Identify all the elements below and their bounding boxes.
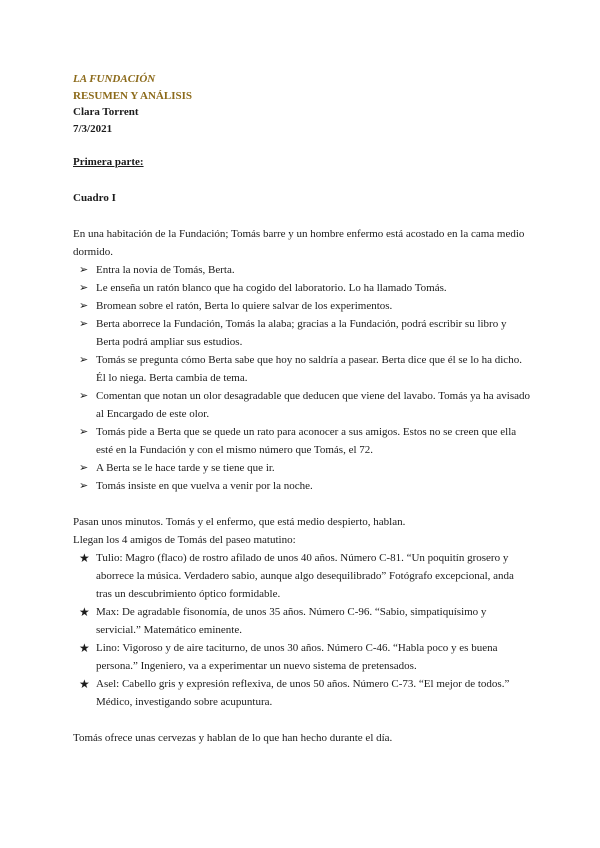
paragraph-line: Pasan unos minutos. Tomás y el enfermo, que está medio despierto, hablan.	[73, 516, 406, 528]
list-item-text: Le enseña un ratón blanco que ha cogido del laboratorio. Lo ha llamado Tomás.	[96, 282, 447, 294]
list-item	[73, 261, 530, 279]
list-item-text: Berta aborrece la Fundación, Tomás la alaba; gracias a la Fundación, podrá escribir su libro y Berta podrá ampliar sus estudios.	[96, 318, 507, 348]
list-item	[73, 459, 530, 477]
star-bullet-icon: ★	[79, 605, 90, 619]
closing-paragraph: Tomás ofrece unas cervezas y hablan de lo que han hecho durante el día.	[73, 732, 393, 744]
author-name: Clara Torrent	[73, 106, 139, 118]
list-item-text: Max: De agradable fisonomía, de unos 35 años. Número C-96. “Sabio, simpatiquísimo y servicial.” Matemático eminente.	[96, 606, 487, 636]
list-item-text: Tomás se pregunta cómo Berta sabe que hoy no saldría a pasear. Berta dice que él se lo ha dicho. Él lo niega. Berta cambia de tema.	[96, 354, 522, 384]
document-header	[73, 71, 530, 137]
star-bullet-icon: ★	[79, 677, 90, 691]
paragraph-line: Llegan los 4 amigos de Tomás del paseo matutino:	[73, 534, 296, 546]
list-item	[73, 477, 530, 495]
list-item-text: Tulio: Magro (flaco) de rostro afilado de unos 40 años. Número C-81. “Un poquitín grosero y aborrece la música. Verdadero sabio, aunque algo desequilibrado” Fotógrafo excepcional, anda tras un descubrimiento óptico formidable.	[96, 552, 514, 600]
document-date: 7/3/2021	[73, 122, 113, 135]
list-item	[73, 603, 530, 639]
list-item-text: Tomás insiste en que vuelva a venir por la noche.	[96, 480, 313, 492]
arrow-bullet-icon: ➢	[79, 353, 89, 366]
subsection-title: Cuadro I	[73, 192, 116, 204]
intro-paragraph: En una habitación de la Fundación; Tomás barre y un hombre enfermo está acostado en la cama medio dormido.	[73, 228, 525, 258]
arrow-bullet-icon: ➢	[79, 317, 89, 330]
list-item	[73, 549, 530, 603]
list-item-text: Bromean sobre el ratón, Berta lo quiere salvar de los experimentos.	[96, 300, 393, 312]
arrow-bullet-icon: ➢	[79, 299, 89, 312]
list-item	[73, 423, 530, 459]
star-list	[73, 549, 530, 711]
list-item	[73, 639, 530, 675]
list-item	[73, 351, 530, 387]
arrow-bullet-icon: ➢	[79, 263, 89, 276]
section-title: Primera parte:	[73, 156, 144, 168]
list-item	[73, 675, 530, 711]
arrow-list	[73, 261, 530, 495]
arrow-bullet-icon: ➢	[79, 461, 89, 474]
list-item	[73, 279, 530, 297]
list-item	[73, 297, 530, 315]
document-subtitle: RESUMEN Y ANÁLISIS	[73, 89, 192, 102]
list-item	[73, 315, 530, 351]
list-item-text: Comentan que notan un olor desagradable que deducen que viene del lavabo. Tomás ya ha avisado al Encargado de este olor.	[96, 390, 530, 420]
star-bullet-icon: ★	[79, 641, 90, 655]
arrow-bullet-icon: ➢	[79, 389, 89, 402]
list-item-text: Lino: Vigoroso y de aire taciturno, de unos 30 años. Número C-46. “Habla poco y es buena persona.” Ingeniero, va a experimentar un nuevo sistema de pretensados.	[96, 642, 498, 672]
list-item-text: Entra la novia de Tomás, Berta.	[96, 264, 235, 276]
list-item-text: Tomás pide a Berta que se quede un rato para aconocer a sus amigos. Estos no se creen que ella esté en la Fundación y con el mismo número que Tomás, el 72.	[96, 426, 517, 456]
list-item	[73, 387, 530, 423]
arrow-bullet-icon: ➢	[79, 425, 89, 438]
document-title: LA FUNDACIÓN	[73, 73, 156, 85]
list-item-text: A Berta se le hace tarde y se tiene que ir.	[96, 462, 275, 474]
arrow-bullet-icon: ➢	[79, 281, 89, 294]
list-item-text: Asel: Cabello gris y expresión reflexiva, de unos 50 años. Número C-73. “El mejor de todos.” Médico, investigando sobre acupuntura.	[96, 678, 510, 708]
arrow-bullet-icon: ➢	[79, 479, 89, 492]
star-bullet-icon: ★	[79, 551, 90, 565]
